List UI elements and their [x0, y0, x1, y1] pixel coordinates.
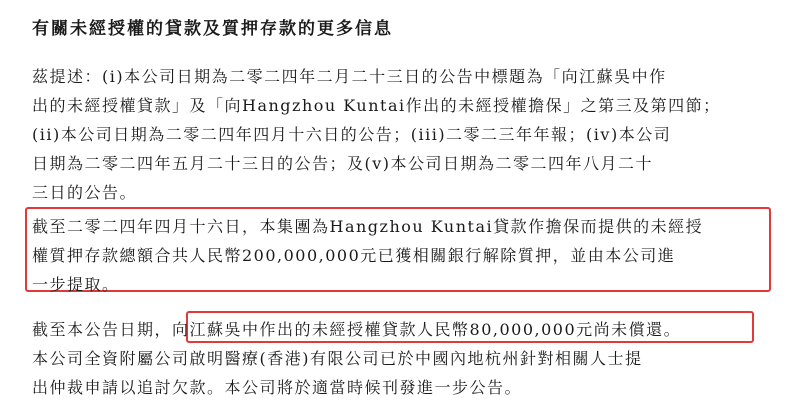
section-heading: 有關未經授權的貸款及質押存款的更多信息: [32, 19, 393, 39]
paragraph-references: [32, 62, 772, 207]
paragraph-line: 日期為二零二四年五月二十三日的公告；及(v)本公司日期為二零二四年八月二十: [32, 154, 654, 173]
paragraph-line: 出仲裁申請以追討欠款。本公司將於適當時候刊發進一步公告。: [32, 378, 523, 397]
paragraph-line: 出的未經授權貸款」及「向Hangzhou Kuntai作出的未經授權擔保」之第三及第四節；: [32, 96, 721, 115]
paragraph-line: 三日的公告。: [32, 183, 138, 202]
paragraph-line: 本公司全資附屬公司啟明醫療(香港)有限公司已於中國內地杭州針對相關人士提: [32, 349, 643, 368]
line-prefix: 截至本公告日期，: [32, 320, 173, 339]
paragraph-outstanding-loan: [32, 315, 772, 402]
paragraph-pledged-deposits: [32, 212, 772, 299]
paragraph-line: 權質押存款總額合共人民幣200,000,000元已獲相關銀行解除質押，並由本公司進: [32, 246, 676, 265]
paragraph-line: 截至二零二四年四月十六日，本集團為Hangzhou Kuntai貸款作擔保而提供的未經授: [32, 217, 704, 236]
paragraph-line: 茲提述：(i)本公司日期為二零二四年二月二十三日的公告中標題為「向江蘇吳中作: [32, 67, 667, 86]
paragraph-line: 一步提取。: [32, 275, 120, 294]
highlighted-text: 向江蘇吳中作出的未經授權貸款人民幣80,000,000元尚未償還。: [172, 320, 682, 339]
paragraph-line: [32, 315, 772, 344]
paragraph-line: (ii)本公司日期為二零二四年四月十六日的公告；(iii)二零二三年年報；(iv)本公司: [32, 125, 672, 144]
